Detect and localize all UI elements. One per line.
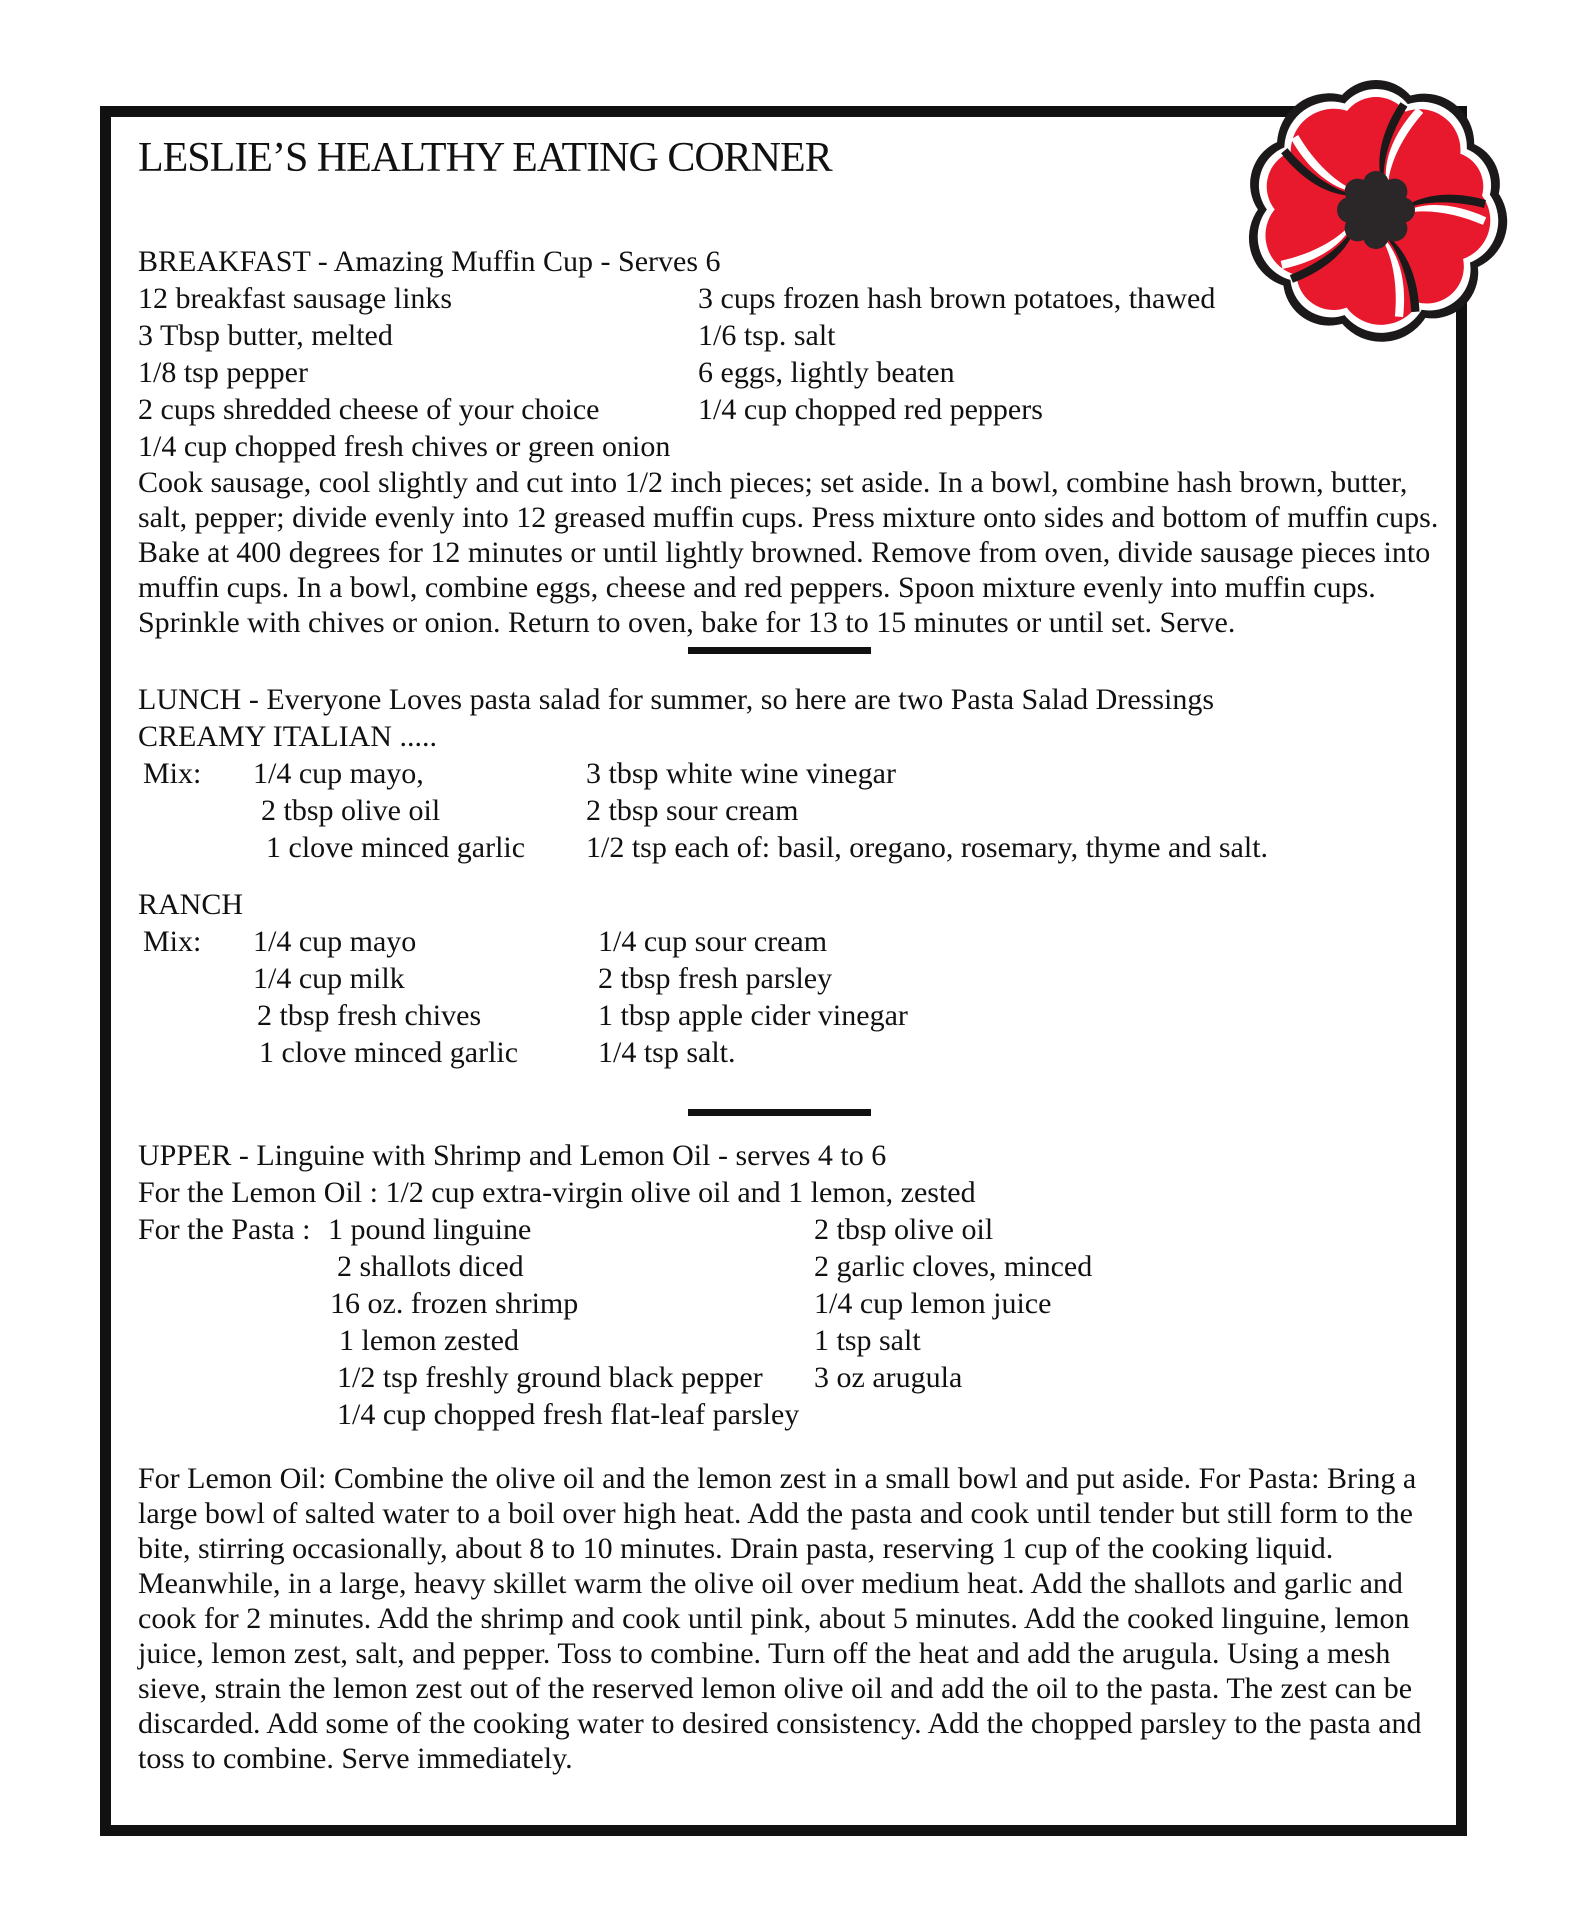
ingredient-row bbox=[138, 1285, 1444, 1322]
section-divider bbox=[688, 647, 871, 654]
pasta-ingredients bbox=[138, 1211, 1444, 1433]
breakfast-instructions: Cook sausage, cool slightly and cut into 1/2 inch pieces; set aside. In a bowl, combine hash brown, butter, salt, pepper; divide evenly into 12 greased muffin cups. Press mixture onto sides and bottom of muffin cups. Bake at 400 degrees for 12 minutes or until lightly browned. Remove from oven, divide sausage pieces into muffin cups. In a bowl, combine eggs, cheese and red peppers. Spoon mixture evenly into muffin cups. Sprinkle with chives or onion. Return to oven, bake for 13 to 15 minutes or until set. Serve. bbox=[138, 466, 1439, 639]
mix-label: Mix: bbox=[143, 925, 202, 958]
ingredient-row bbox=[138, 792, 1444, 829]
creamy-italian-name: CREAMY ITALIAN ..... bbox=[138, 720, 437, 753]
ingredient: 2 garlic cloves, minced bbox=[814, 1250, 1093, 1283]
ingredient: 2 cups shredded cheese of your choice bbox=[138, 393, 600, 426]
ingredient: 2 shallots diced bbox=[337, 1250, 524, 1283]
lunch-heading: LUNCH - Everyone Loves pasta salad for summer, so here are two Pasta Salad Dressings bbox=[138, 683, 1215, 716]
ingredient-row bbox=[138, 997, 1444, 1034]
ingredient-row bbox=[138, 923, 1444, 960]
ingredient-row bbox=[138, 1034, 1444, 1071]
ingredient: 1/4 tsp salt. bbox=[598, 1036, 736, 1069]
ingredient: 3 Tbsp butter, melted bbox=[138, 319, 393, 352]
poppy-center bbox=[1337, 171, 1415, 249]
ingredient bbox=[698, 428, 1444, 465]
ingredient-row bbox=[138, 1359, 1444, 1396]
ingredient: 3 tbsp white wine vinegar bbox=[586, 757, 896, 790]
ingredient: 1 pound linguine bbox=[328, 1213, 532, 1246]
ingredient: 1 lemon zested bbox=[339, 1324, 519, 1357]
ingredient: 1/4 cup chopped fresh chives or green onion bbox=[138, 430, 671, 463]
creamy-italian-ingredients bbox=[138, 755, 1444, 866]
ingredient: 2 tbsp fresh parsley bbox=[598, 962, 833, 995]
ingredient: 12 breakfast sausage links bbox=[138, 282, 453, 315]
ingredient: 16 oz. frozen shrimp bbox=[330, 1287, 579, 1320]
ingredient: 1 clove minced garlic bbox=[266, 831, 526, 864]
ingredient-row bbox=[138, 960, 1444, 997]
ingredient: 1/2 tsp freshly ground black pepper bbox=[337, 1361, 763, 1394]
ingredient bbox=[814, 1396, 1444, 1433]
ranch-name: RANCH bbox=[138, 888, 244, 921]
breakfast-heading: BREAKFAST - Amazing Muffin Cup - Serves 6 bbox=[138, 245, 721, 278]
ingredient-row bbox=[138, 755, 1444, 792]
ingredient-row bbox=[138, 1248, 1444, 1285]
ingredient: 1/4 cup mayo bbox=[253, 925, 417, 958]
ingredient: 2 tbsp sour cream bbox=[586, 794, 799, 827]
ingredient-row bbox=[138, 428, 1444, 465]
ranch-ingredients bbox=[138, 923, 1444, 1071]
poppy-flower-logo bbox=[1240, 72, 1512, 348]
ingredient: 1/6 tsp. salt bbox=[698, 319, 836, 352]
ingredient-row bbox=[138, 1396, 1444, 1433]
ingredient: 1/8 tsp pepper bbox=[138, 356, 308, 389]
ingredient: 6 eggs, lightly beaten bbox=[698, 356, 955, 389]
ingredient: 3 cups frozen hash brown potatoes, thawed bbox=[698, 282, 1216, 315]
supper-heading: UPPER - Linguine with Shrimp and Lemon Oil - serves 4 to 6 bbox=[138, 1139, 887, 1172]
ingredient-row bbox=[138, 354, 1444, 391]
ingredient: 2 tbsp olive oil bbox=[261, 794, 441, 827]
ingredient-row bbox=[138, 391, 1444, 428]
ingredient: 1/4 cup mayo, bbox=[253, 757, 424, 790]
page-border-frame bbox=[100, 106, 1467, 1836]
mix-label: Mix: bbox=[143, 757, 202, 790]
lemon-oil-line: For the Lemon Oil : 1/2 cup extra-virgin olive oil and 1 lemon, zested bbox=[138, 1176, 976, 1209]
ingredient: 1 tsp salt bbox=[814, 1324, 921, 1357]
section-divider bbox=[688, 1109, 871, 1116]
ingredient: 1/4 cup sour cream bbox=[598, 925, 828, 958]
ingredient: 1/4 cup chopped fresh flat-leaf parsley bbox=[337, 1398, 800, 1431]
page-title: LESLIE’S HEALTHY EATING CORNER bbox=[138, 135, 832, 181]
ingredient: 3 oz arugula bbox=[814, 1361, 963, 1394]
ingredient: 1 clove minced garlic bbox=[259, 1036, 519, 1069]
ingredient-row bbox=[138, 1322, 1444, 1359]
ingredient: 1/4 cup lemon juice bbox=[814, 1287, 1052, 1320]
ingredient: 2 tbsp fresh chives bbox=[257, 999, 482, 1032]
ingredient: 1 tbsp apple cider vinegar bbox=[598, 999, 908, 1032]
supper-instructions: For Lemon Oil: Combine the olive oil and the lemon zest in a small bowl and put aside. For Pasta: Bring a large bowl of salted water to a boil over high heat. Add the pasta and cook until tender but still form to the bite, stirring occasionally, about 8 to 10 minutes. Drain pasta, reserving 1 cup of the cooking liquid. Meanwhile, in a large, heavy skillet warm the olive oil over medium heat. Add the shallots and garlic and cook for 2 minutes. Add the shrimp and cook until pink, about 5 minutes. Add the cooked linguine, lemon juice, lemon zest, salt, and pepper. Toss to combine. Turn off the heat and add the arugula. Using a mesh sieve, strain the lemon zest out of the reserved lemon olive oil and add the oil to the pasta. The zest can be discarded. Add some of the cooking water to desired consistency. Add the chopped parsley to the pasta and toss to combine. Serve immediately. bbox=[138, 1462, 1422, 1775]
ingredient: 1/4 cup milk bbox=[253, 962, 405, 995]
ingredient: 1/2 tsp each of: basil, oregano, rosemary, thyme and salt. bbox=[586, 831, 1269, 864]
pasta-label: For the Pasta : bbox=[138, 1213, 311, 1246]
ingredient-row bbox=[138, 829, 1444, 866]
ingredient: 1/4 cup chopped red peppers bbox=[698, 393, 1043, 426]
ingredient: 2 tbsp olive oil bbox=[814, 1213, 994, 1246]
ingredient-row bbox=[138, 1211, 1444, 1248]
